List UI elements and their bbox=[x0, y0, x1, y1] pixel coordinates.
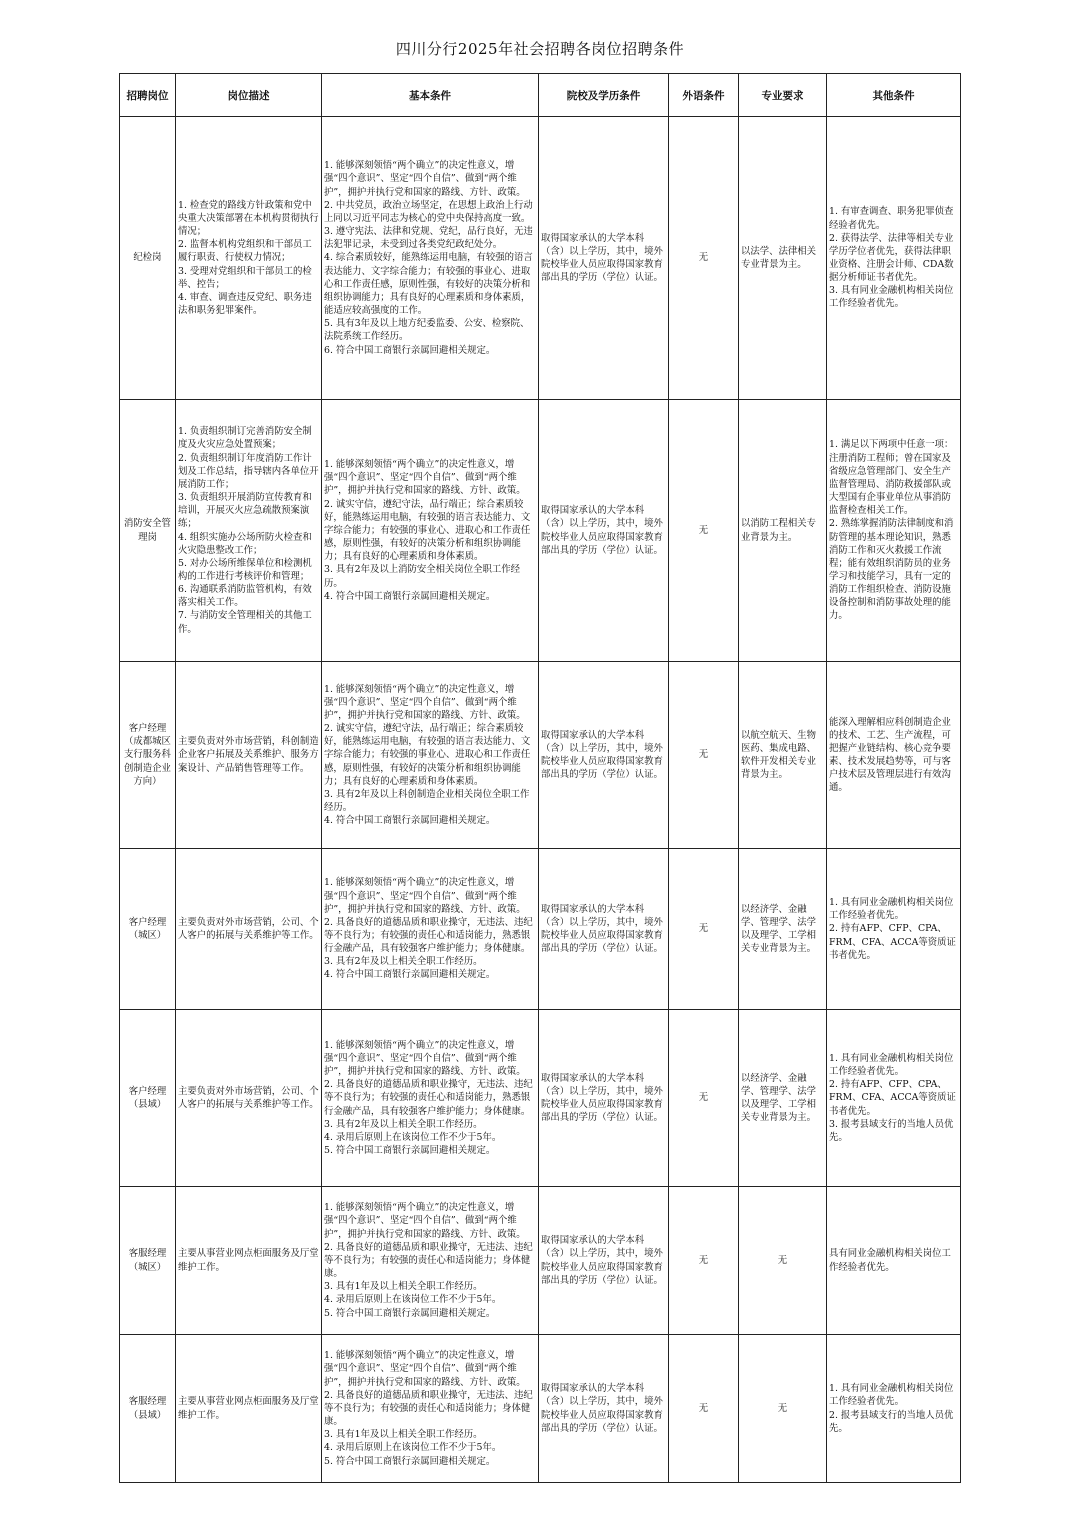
header-other: 其他条件 bbox=[827, 74, 961, 117]
header-basic: 基本条件 bbox=[322, 74, 539, 117]
header-position: 招聘岗位 bbox=[120, 74, 176, 117]
cell-other-line: 1. 满足以下两项中任意一项：注册消防工程师；曾在国家及省级应急管理部门、安全生产监督管理局、消防救援部队或大型国有企事业单位从事消防监督检查相关工作。 bbox=[829, 439, 954, 517]
cell-other-line: 2. 持有AFP、CFP、CPA、FRM、CFA、ACCA等资质证书者优先。 bbox=[829, 1079, 956, 1117]
cell-major: 以法学、法律相关专业背景为主。 bbox=[739, 117, 827, 400]
cell-major: 以经济学、金融学、管理学、法学以及理学、工学相关专业背景为主。 bbox=[739, 849, 827, 1010]
cell-major: 以航空航天、生物医药、集成电路、软件开发相关专业背景为主。 bbox=[739, 662, 827, 849]
cell-language: 无 bbox=[669, 849, 739, 1010]
cell-description-line: 4. 审查、调查违反党纪、职务违法和职务犯罪案件。 bbox=[178, 291, 312, 317]
cell-other-line: 1. 有审查调查、职务犯罪侦查经验者优先。 bbox=[829, 206, 954, 231]
cell-basic-line: 2. 具备良好的道德品质和职业操守，无违法、违纪等不良行为；有较强的责任心和适岗能力；身体健康。 bbox=[324, 1389, 533, 1428]
cell-language: 无 bbox=[669, 400, 739, 662]
cell-basic-line: 2. 具备良好的道德品质和职业操守，无违法、违纪等不良行为；有较强的责任心和适岗能力，熟悉银行金融产品，具有较强客户维护能力；身体健康。 bbox=[324, 916, 533, 955]
cell-basic-line: 4. 录用后原则上在该岗位工作不少于5年。 bbox=[324, 1294, 502, 1306]
cell-description bbox=[176, 1010, 322, 1187]
cell-basic-line: 3. 具有2年及以上相关全职工作经历。 bbox=[324, 956, 483, 968]
cell-basic-line: 5. 具有3年及以上地方纪委监委、公安、检察院、法院系统工作经历。 bbox=[324, 318, 530, 343]
cell-description-line: 1. 检查党的路线方针政策和党中央重大决策部署在本机构贯彻执行情况； bbox=[178, 199, 319, 238]
table-row bbox=[120, 1010, 961, 1187]
header-major: 专业要求 bbox=[739, 74, 827, 117]
cell-description-line: 主要负责对外市场营销，公司、个人客户的拓展与关系维护等工作。 bbox=[178, 916, 319, 941]
cell-description-line: 4. 组织实施办公场所防火检查和火灾隐患整改工作； bbox=[178, 531, 312, 556]
cell-basic-line: 3. 具有1年及以上相关全职工作经历。 bbox=[324, 1281, 483, 1293]
cell-basic-line: 1. 能够深刻领悟“两个确立”的决定性意义，增强“四个意识”、坚定“四个自信”、做到“两个维护”，拥护并执行党和国家的路线、方针、政策。 bbox=[324, 877, 526, 915]
cell-description-line: 3. 受理对党组织和干部员工的检举、控告； bbox=[178, 265, 312, 290]
cell-basic-line: 4. 符合中国工商银行亲属回避相关规定。 bbox=[324, 590, 496, 602]
cell-basic-line: 2. 具备良好的道德品质和职业操守，无违法、违纪等不良行为；有较强的责任心和适岗能力；身体健康。 bbox=[324, 1241, 533, 1280]
cell-basic-line: 5. 符合中国工商银行亲属回避相关规定。 bbox=[324, 1455, 496, 1467]
recruitment-table bbox=[119, 73, 961, 1483]
cell-description bbox=[176, 117, 322, 400]
cell-language: 无 bbox=[669, 1187, 739, 1335]
cell-other-line: 3. 报考县域支行的当地人员优先。 bbox=[829, 1118, 954, 1143]
cell-basic-line: 1. 能够深刻领悟“两个确立”的决定性意义，增强“四个意识”、坚定“四个自信”、做到“两个维护”，拥护并执行党和国家的路线、方针、政策。 bbox=[324, 1202, 526, 1240]
cell-major: 以消防工程相关专业背景为主。 bbox=[739, 400, 827, 662]
cell-education: 取得国家承认的大学本科（含）以上学历，其中，境外院校毕业人员应取得国家教育部出具的学历（学位）认证。 bbox=[539, 117, 669, 400]
cell-basic-line: 3. 具有2年及以上消防安全相关岗位全职工作经历。 bbox=[324, 564, 521, 589]
cell-language: 无 bbox=[669, 117, 739, 400]
cell-description bbox=[176, 400, 322, 662]
cell-basic bbox=[322, 117, 539, 400]
cell-other-line: 2. 获得法学、法律等相关专业学历学位者优先，获得法律职业资格、注册会计师、CDA数据分析师证书者优先。 bbox=[829, 232, 954, 284]
cell-description-line: 主要从事营业网点柜面服务及厅堂维护工作。 bbox=[178, 1248, 319, 1273]
cell-education: 取得国家承认的大学本科（含）以上学历，其中，境外院校毕业人员应取得国家教育部出具的学历（学位）认证。 bbox=[539, 1010, 669, 1187]
cell-basic-line: 4. 录用后原则上在该岗位工作不少于5年。 bbox=[324, 1131, 502, 1143]
header-education: 院校及学历条件 bbox=[539, 74, 669, 117]
cell-position: 客户经理（城区） bbox=[120, 849, 176, 1010]
cell-basic-line: 5. 符合中国工商银行亲属回避相关规定。 bbox=[324, 1307, 496, 1319]
table-row bbox=[120, 849, 961, 1010]
cell-other-line: 2. 报考县域支行的当地人员优先。 bbox=[829, 1409, 954, 1434]
header-description: 岗位描述 bbox=[176, 74, 322, 117]
cell-position: 消防安全管理岗 bbox=[120, 400, 176, 662]
cell-other-line: 2. 熟练掌握消防法律制度和消防管理的基本理论知识，熟悉消防工作和灭火救援工作流程；能有效组织消防员的业务学习和技能学习，具有一定的消防工作组织检查、消防设施设备控制和消防事故处理的能力。 bbox=[829, 518, 954, 622]
cell-description bbox=[176, 662, 322, 849]
cell-other-line: 2. 持有AFP、CFP、CPA、FRM、CFA、ACCA等资质证书者优先。 bbox=[829, 923, 956, 961]
cell-language: 无 bbox=[669, 1010, 739, 1187]
cell-language: 无 bbox=[669, 662, 739, 849]
table-row bbox=[120, 1187, 961, 1335]
cell-basic-line: 1. 能够深刻领悟“两个确立”的决定性意义，增强“四个意识”、坚定“四个自信”、做到“两个维护”，拥护并执行党和国家的路线、方针、政策。 bbox=[324, 1039, 526, 1078]
cell-other-line: 3. 具有同业金融机构相关岗位工作经验者优先。 bbox=[829, 285, 954, 310]
cell-basic-line: 2. 诚实守信，遵纪守法，品行端正；综合素质较好，能熟练运用电脑，有较强的语言表达能力、文字综合能力；有较强的事业心、进取心和工作责任感，原则性强，有较好的决策分析和组织协调能力；具有良好的心理素质和身体素质。 bbox=[324, 723, 531, 787]
cell-basic-line: 4. 符合中国工商银行亲属回避相关规定。 bbox=[324, 969, 496, 981]
cell-basic-line: 1. 能够深刻领悟“两个确立”的决定性意义，增强“四个意识”、坚定“四个自信”、做到“两个维护”，拥护并执行党和国家的路线、方针、政策。 bbox=[324, 683, 526, 721]
cell-major: 无 bbox=[739, 1187, 827, 1335]
cell-education: 取得国家承认的大学本科（含）以上学历，其中，境外院校毕业人员应取得国家教育部出具的学历（学位）认证。 bbox=[539, 400, 669, 662]
cell-position: 纪检岗 bbox=[120, 117, 176, 400]
cell-other-line: 具有同业金融机构相关岗位工作经验者优先。 bbox=[829, 1248, 951, 1273]
cell-basic-line: 3. 具有2年及以上科创制造企业相关岗位全职工作经历。 bbox=[324, 788, 530, 814]
table-header-row bbox=[120, 74, 961, 117]
cell-major: 无 bbox=[739, 1335, 827, 1483]
cell-other bbox=[827, 1010, 961, 1187]
cell-education: 取得国家承认的大学本科（含）以上学历，其中，境外院校毕业人员应取得国家教育部出具的学历（学位）认证。 bbox=[539, 1187, 669, 1335]
table-row bbox=[120, 400, 961, 662]
cell-other bbox=[827, 662, 961, 849]
cell-description bbox=[176, 849, 322, 1010]
cell-major: 以经济学、金融学、管理学、法学以及理学、工学相关专业背景为主。 bbox=[739, 1010, 827, 1187]
cell-basic-line: 4. 综合素质较好，能熟练运用电脑，有较强的语言表达能力、文字综合能力；有较强的事业心、进取心和工作责任感，原则性强，有较好的决策分析和组织协调能力；具有良好的心理素质和身体素质，能适应较高强度的工作。 bbox=[324, 252, 533, 317]
cell-basic-line: 4. 符合中国工商银行亲属回避相关规定。 bbox=[324, 815, 496, 827]
cell-education: 取得国家承认的大学本科（含）以上学历，其中，境外院校毕业人员应取得国家教育部出具的学历（学位）认证。 bbox=[539, 1335, 669, 1483]
cell-description-line: 1. 负责组织制订完善消防安全制度及火灾应急处置预案； bbox=[178, 426, 312, 451]
cell-other bbox=[827, 117, 961, 400]
cell-description-line: 5. 对办公场所维保单位和检测机构的工作进行考核评价和管理； bbox=[178, 557, 312, 582]
cell-basic-line: 3. 具有2年及以上相关全职工作经历。 bbox=[324, 1118, 483, 1130]
cell-education: 取得国家承认的大学本科（含）以上学历，其中，境外院校毕业人员应取得国家教育部出具的学历（学位）认证。 bbox=[539, 662, 669, 849]
cell-other-line: 能深入理解相应科创制造企业的技术、工艺、生产流程，可把握产业链结构、核心竞争要素、技术发展趋势等，可与客户技术层及管理层进行有效沟通。 bbox=[829, 716, 951, 794]
cell-basic bbox=[322, 1010, 539, 1187]
cell-other bbox=[827, 1187, 961, 1335]
cell-language: 无 bbox=[669, 1335, 739, 1483]
cell-description-line: 2. 负责组织制订年度消防工作计划及工作总结，指导辖内各单位开展消防工作； bbox=[178, 452, 319, 490]
cell-description-line: 主要负责对外市场营销，公司、个人客户的拓展与关系维护等工作。 bbox=[178, 1085, 319, 1110]
cell-basic-line: 4. 录用后原则上在该岗位工作不少于5年。 bbox=[324, 1442, 502, 1454]
cell-basic-line: 2. 诚实守信，遵纪守法，品行端正；综合素质较好，能熟练运用电脑，有较强的语言表达能力、文字综合能力；有较强的事业心、进取心和工作责任感，原则性强，有较好的决策分析和组织协调能力；具有良好的心理素质和身体素质。 bbox=[324, 498, 531, 563]
cell-basic-line: 1. 能够深刻领悟“两个确立”的决定性意义，增强“四个意识”、坚定“四个自信”、做到“两个维护”，拥护并执行党和国家的路线、方针、政策。 bbox=[324, 160, 526, 198]
cell-basic-line: 2. 中共党员，政治立场坚定，在思想上政治上行动上同以习近平同志为核心的党中央保持高度一致。 bbox=[324, 199, 533, 224]
cell-basic-line: 2. 具备良好的道德品质和职业操守，无违法、违纪等不良行为；有较强的责任心和适岗能力，熟悉银行金融产品，具有较强客户维护能力；身体健康。 bbox=[324, 1079, 533, 1117]
cell-basic bbox=[322, 1187, 539, 1335]
cell-description bbox=[176, 1187, 322, 1335]
cell-education: 取得国家承认的大学本科（含）以上学历，其中，境外院校毕业人员应取得国家教育部出具的学历（学位）认证。 bbox=[539, 849, 669, 1010]
cell-position: 客服经理（县域） bbox=[120, 1335, 176, 1483]
cell-basic bbox=[322, 400, 539, 662]
cell-description-line: 7. 与消防安全管理相关的其他工作。 bbox=[178, 610, 312, 635]
cell-basic-line: 3. 具有1年及以上相关全职工作经历。 bbox=[324, 1429, 483, 1441]
cell-basic bbox=[322, 662, 539, 849]
cell-other-line: 1. 具有同业金融机构相关岗位工作经验者优先。 bbox=[829, 1383, 954, 1408]
cell-description bbox=[176, 1335, 322, 1483]
cell-description-line: 主要负责对外市场营销，科创制造企业客户拓展及关系维护、服务方案设计、产品销售管理等工作。 bbox=[178, 736, 319, 774]
cell-basic bbox=[322, 1335, 539, 1483]
cell-other bbox=[827, 849, 961, 1010]
cell-basic-line: 6. 符合中国工商银行亲属回避相关规定。 bbox=[324, 344, 496, 356]
table-row bbox=[120, 1335, 961, 1483]
cell-other-line: 1. 具有同业金融机构相关岗位工作经验者优先。 bbox=[829, 897, 954, 922]
cell-basic-line: 5. 符合中国工商银行亲属回避相关规定。 bbox=[324, 1145, 496, 1157]
page-title: 四川分行2025年社会招聘各岗位招聘条件 bbox=[395, 40, 685, 58]
cell-other-line: 1. 具有同业金融机构相关岗位工作经验者优先。 bbox=[829, 1052, 954, 1078]
cell-basic bbox=[322, 849, 539, 1010]
cell-other bbox=[827, 400, 961, 662]
cell-description-line: 3. 负责组织开展消防宣传教育和培训，开展灭火应急疏散预案演练； bbox=[178, 492, 312, 530]
cell-description-line: 2. 监督本机构党组织和干部员工履行职责、行使权力情况； bbox=[178, 239, 312, 264]
cell-basic-line: 1. 能够深刻领悟“两个确立”的决定性意义，增强“四个意识”、坚定“四个自信”、做到“两个维护”，拥护并执行党和国家的路线、方针、政策。 bbox=[324, 1350, 526, 1388]
header-language: 外语条件 bbox=[669, 74, 739, 117]
table-row bbox=[120, 662, 961, 849]
table-row bbox=[120, 117, 961, 400]
cell-position: 客服经理（城区） bbox=[120, 1187, 176, 1335]
cell-basic-line: 3. 遵守宪法、法律和党规、党纪，品行良好，无违法犯罪记录，未受到过各类党纪政纪处分。 bbox=[324, 226, 533, 251]
cell-description-line: 主要从事营业网点柜面服务及厅堂维护工作。 bbox=[178, 1396, 319, 1421]
cell-description-line: 6. 沟通联系消防监管机构，有效落实相关工作。 bbox=[178, 584, 312, 609]
cell-position: 客户经理（县域） bbox=[120, 1010, 176, 1187]
cell-position: 客户经理（成都城区支行服务科创制造企业方向） bbox=[120, 662, 176, 849]
cell-basic-line: 1. 能够深刻领悟“两个确立”的决定性意义，增强“四个意识”、坚定“四个自信”、做到“两个维护”，拥护并执行党和国家的路线、方针、政策。 bbox=[324, 459, 526, 497]
cell-other bbox=[827, 1335, 961, 1483]
